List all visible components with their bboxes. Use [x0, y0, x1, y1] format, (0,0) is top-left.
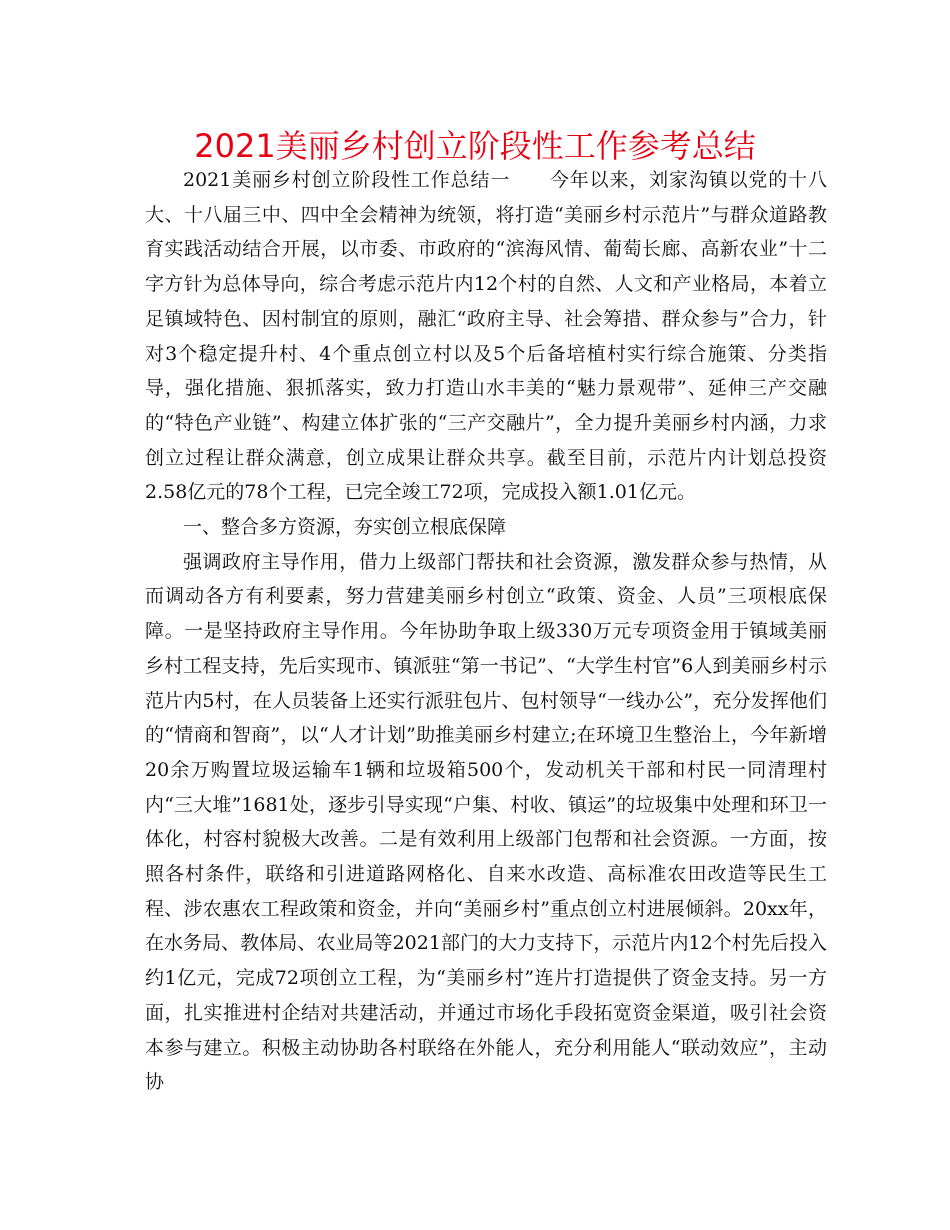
document-body [145, 163, 827, 1100]
document-title: 2021美丽乡村创立阶段性工作参考总结 [194, 127, 756, 165]
section-heading-1: 一、整合多方资源，夯实创立根底保障 [183, 516, 507, 539]
paragraph-intro: 2021美丽乡村创立阶段性工作总结一 今年以来，刘家沟镇以党的十八大、十八届三中、四中全会精神为统领，将打造“美丽乡村示范片”与群众道路教育实践活动结合开展，以市委、市政府的“滨海风情、葡萄长廊、高新农业”十二字方针为总体导向，综合考虑示范片内12个村的自然、人文和产业格局，本着立足镇域特色、因村制宜的原则，融汇“政府主导、社会筹措、群众参与”合力，针对3个稳定提升村、4个重点创立村以及5个后备培植村实行综合施策、分类指导，强化措施、狠抓落实，致力打造山水丰美的“魅力景观带”、延伸三产交融的“特色产业链”、构建立体扩张的“三产交融片”，全力提升美丽乡村内涵，力求创立过程让群众满意，创立成果让群众共享。截至目前，示范片内计划总投资2.58亿元的78个工程，已完全竣工72项，完成投入额1.01亿元。 [145, 169, 827, 504]
paragraph-section-1: 强调政府主导作用，借力上级部门帮扶和社会资源，激发群众参与热情，从而调动各方有利要素，努力营建美丽乡村创立“政策、资金、人员”三项根底保障。一是坚持政府主导作用。今年协助争取上级330万元专项资金用于镇域美丽乡村工程支持，先后实现市、镇派驻“第一书记”、“大学生村官”6人到美丽乡村示范片内5村，在人员装备上还实行派驻包片、包村领导“一线办公”，充分发挥他们的“情商和智商”，以“人才计划”助推美丽乡村建立;在环境卫生整治上，今年新增20余万购置垃圾运输车1辆和垃圾箱500个，发动机关干部和村民一同清理村内“三大堆”1681处，逐步引导实现“户集、村收、镇运”的垃圾集中处理和环卫一体化，村容村貌极大改善。二是有效利用上级部门包帮和社会资源。一方面，按照各村条件，联络和引进道路网格化、自来水改造、高标准农田改造等民生工程、涉农惠农工程政策和资金，并向“美丽乡村”重点创立村进展倾斜。20xx年，在水务局、教体局、农业局等2021部门的大力支持下，示范片内12个村先后投入约1亿元，完成72项创立工程，为“美丽乡村”连片打造提供了资金支持。另一方面，扎实推进村企结对共建活动，并通过市场化手段拓宽资金渠道，吸引社会资本参与建立。积极主动协助各村联络在外能人，充分利用能人“联动效应”，主动协 [145, 550, 827, 1094]
